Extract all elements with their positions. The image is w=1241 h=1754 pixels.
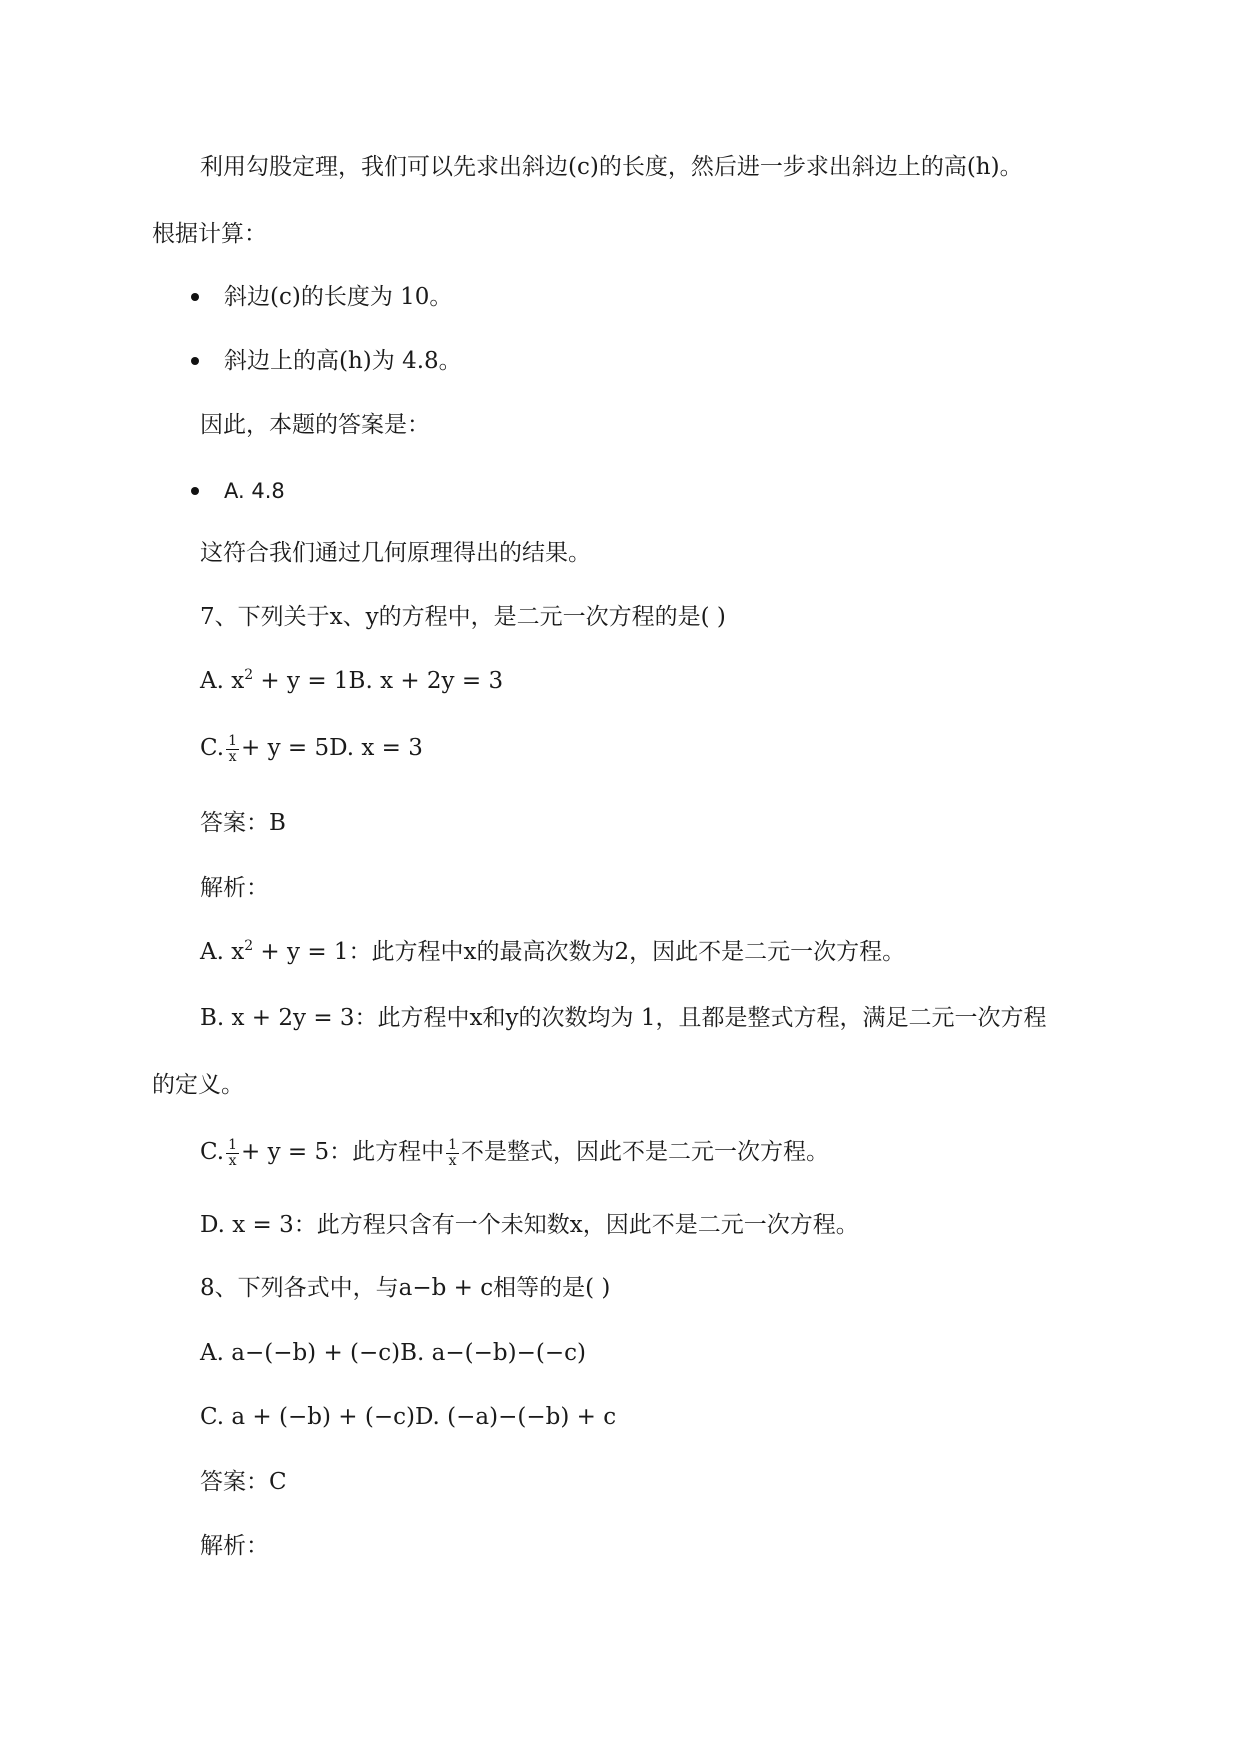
- analysis-c: [200, 1137, 829, 1169]
- answer-bullet: A. 4.8: [224, 479, 285, 503]
- analysis-b-line-1: B. x + 2y = 3：此方程中x和y的次数均为 1，且都是整式方程，满足二元一次方程: [200, 1005, 1047, 1031]
- result-height: 斜边上的高(h)为 4.8。: [224, 348, 462, 374]
- question-8-options-ab: A. a−(−b) + (−c)B. a−(−b)−(−c): [200, 1340, 586, 1366]
- question-7-stem: 7、下列关于x、y的方程中，是二元一次方程的是( ): [200, 604, 726, 630]
- question-8-analysis-label: 解析：: [200, 1533, 269, 1559]
- fraction: $\frac{1}{x}$: [228, 732, 238, 765]
- option-c-prefix: C.: [200, 735, 225, 761]
- question-7-options-cd: [200, 733, 423, 765]
- question-8-stem: 8、下列各式中，与a−b + c相等的是( ): [200, 1275, 611, 1301]
- analysis-b-line-2: 的定义。: [152, 1072, 244, 1098]
- bullet-dot: [191, 487, 199, 495]
- analysis-c-middle: + y = 5：此方程中: [241, 1139, 445, 1165]
- bullet-dot: [191, 293, 199, 301]
- intro-line-1: 利用勾股定理，我们可以先求出斜边(c)的长度，然后进一步求出斜边上的高(h)。: [200, 154, 1023, 180]
- analysis-c-prefix: C.: [200, 1139, 225, 1165]
- result-hypotenuse: 斜边(c)的长度为 10。: [224, 284, 453, 310]
- bullet-dot: [191, 357, 199, 365]
- question-7-analysis-label: 解析：: [200, 875, 269, 901]
- superscript: 2: [244, 667, 254, 683]
- option-c-d-rest: + y = 5D. x = 3: [241, 735, 423, 761]
- question-8-answer: 答案：C: [200, 1469, 287, 1495]
- question-8-options-cd: C. a + (−b) + (−c)D. (−a)−(−b) + c: [200, 1404, 617, 1430]
- intro-line-2: 根据计算：: [152, 221, 267, 247]
- option-a-prefix: A. x: [200, 668, 245, 694]
- remark-text: 这符合我们通过几何原理得出的结果。: [200, 540, 591, 566]
- conclusion-text: 因此，本题的答案是：: [200, 412, 430, 438]
- question-7-options-ab: [200, 666, 503, 696]
- option-a-b-rest: + y = 1B. x + 2y = 3: [253, 668, 504, 694]
- analysis-a-rest: + y = 1：此方程中x的最高次数为2，因此不是二元一次方程。: [253, 939, 906, 965]
- analysis-a: [200, 937, 905, 967]
- analysis-d: D. x = 3：此方程只含有一个未知数x，因此不是二元一次方程。: [200, 1212, 859, 1238]
- fraction: $\frac{1}{x}$: [228, 1136, 238, 1169]
- analysis-c-rest: 不是整式，因此不是二元一次方程。: [461, 1139, 830, 1165]
- question-7-answer: 答案：B: [200, 810, 286, 836]
- fraction: $\frac{1}{x}$: [448, 1136, 458, 1169]
- superscript: 2: [244, 938, 254, 954]
- analysis-a-prefix: A. x: [200, 939, 245, 965]
